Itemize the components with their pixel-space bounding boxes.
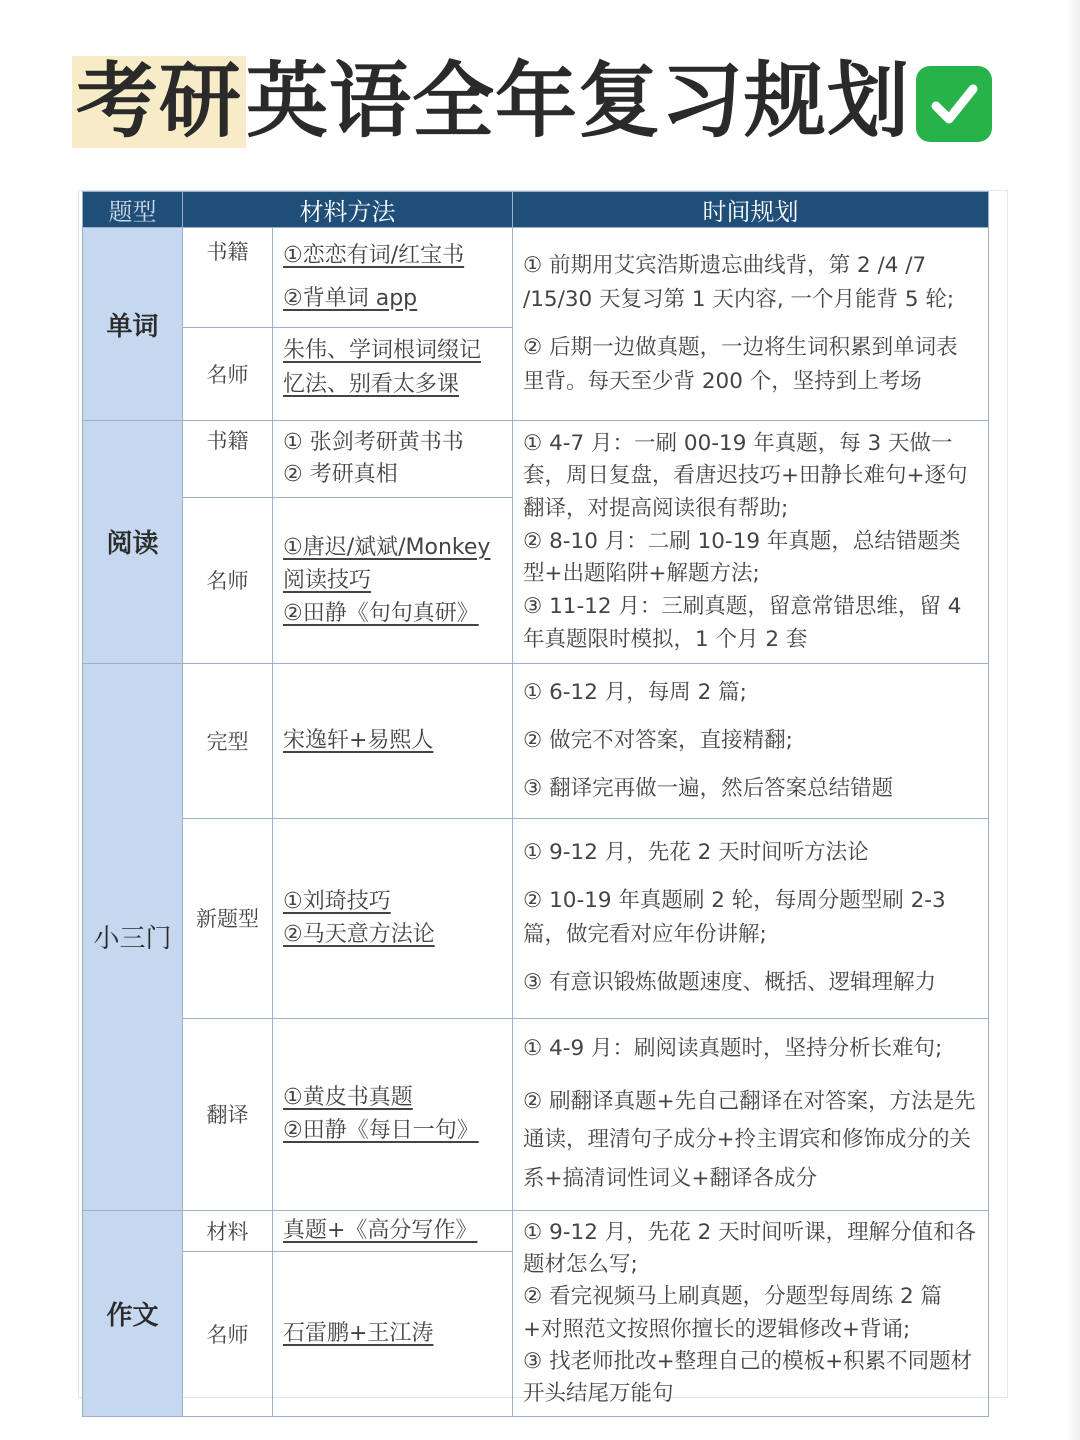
reading-teacher-line: ①唐迟/斌斌/Monkey — [283, 534, 491, 560]
title-part1: 考研 — [76, 54, 243, 149]
plan-item: ③ 11-12 月：三刷真题，留意常错思维，留 4 年真题限时模拟，1 个月 2 套 — [523, 593, 962, 652]
cloze-label: 完型 — [183, 663, 273, 818]
vocab-books-label: 书籍 — [183, 228, 273, 328]
newtype-plan — [513, 818, 989, 1018]
vocab-plan — [513, 228, 989, 421]
writing-material-text: 真题+《高分写作》 — [283, 1217, 478, 1243]
category-vocab: 单词 — [83, 228, 183, 421]
writing-teacher — [273, 1251, 513, 1417]
page-edge — [1066, 0, 1080, 1440]
header-plan: 时间规划 — [513, 192, 989, 228]
newtype-label: 新题型 — [183, 818, 273, 1018]
category-reading: 阅读 — [83, 421, 183, 664]
reading-book-item: ① 张剑考研黄书书 — [283, 430, 464, 455]
plan-item: ② 做完不对答案，直接精翻; — [523, 727, 793, 753]
page-title — [72, 52, 992, 152]
vocab-books — [273, 228, 513, 328]
plan-item: ① 4-9 月：刷阅读真题时，坚持分析长难句; — [523, 1035, 943, 1061]
plan-item: ① 4-7 月：一刷 00-19 年真题，每 3 天做一套，周日复盘，看唐迟技巧+田静长难句+逐句翻译，对提高阅读很有帮助; — [523, 430, 968, 521]
reading-book-item: ② 考研真相 — [283, 461, 398, 487]
category-writing: 作文 — [83, 1210, 183, 1417]
title-part2: 英语全年复习规划 — [246, 54, 911, 149]
plan-item: ② 8-10 月：二刷 10-19 年真题，总结错题类型+出题陷阱+解题方法; — [523, 528, 961, 587]
cloze-material — [273, 663, 513, 818]
table-row — [83, 228, 989, 328]
reading-books — [273, 421, 513, 498]
newtype-materials — [273, 818, 513, 1018]
plan-item: ③ 翻译完再做一遍，然后答案总结错题 — [523, 775, 894, 801]
header-type: 题型 — [83, 192, 183, 228]
writing-teacher-label: 名师 — [183, 1251, 273, 1417]
cloze-plan — [513, 663, 989, 818]
vocab-book-item: ①恋恋有词/红宝书 — [283, 243, 465, 269]
plan-item: ① 9-12 月，先花 2 天时间听课，理解分值和各题材怎么写; — [523, 1219, 977, 1278]
translation-materials — [273, 1018, 513, 1210]
reading-books-label: 书籍 — [183, 421, 273, 498]
plan-item: ② 看完视频马上刷真题，分题型每周练 2 篇+对照范文按照你擅长的逻辑修改+背诵; — [523, 1284, 942, 1342]
table-row — [83, 1210, 989, 1251]
vocab-teacher — [273, 328, 513, 421]
table-header-row — [83, 192, 989, 228]
reading-plan — [513, 421, 989, 664]
plan-table — [82, 191, 989, 1417]
category-minor: 小三门 — [83, 663, 183, 1210]
plan-item: ③ 找老师批改+整理自己的模板+积累不同题材开头结尾万能句 — [523, 1348, 973, 1407]
table-row — [83, 663, 989, 818]
vocab-teacher-line: 朱伟、学词根词缀记 — [283, 338, 482, 363]
table-row — [83, 818, 989, 1018]
writing-material-label: 材料 — [183, 1210, 273, 1251]
translation-plan — [513, 1018, 989, 1210]
newtype-material-item: ②马天意方法论 — [283, 922, 435, 948]
plan-table-frame — [78, 190, 1008, 1407]
plan-item: ③ 有意识锻炼做题速度、概括、逻辑理解力 — [523, 970, 937, 996]
vocab-teacher-label: 名师 — [183, 328, 273, 421]
title-highlight — [72, 56, 246, 148]
vocab-book-item: ②背单词 app — [283, 285, 418, 311]
plan-item: ① 9-12 月，先花 2 天时间听方法论 — [523, 840, 869, 866]
writing-material — [273, 1210, 513, 1251]
table-row — [83, 421, 989, 498]
reading-teacher-label: 名师 — [183, 497, 273, 663]
writing-plan — [513, 1210, 989, 1417]
reading-teacher — [273, 497, 513, 663]
translation-material-item: ①黄皮书真题 — [283, 1085, 413, 1111]
reading-teacher-line: ②田静《句句真研》 — [283, 600, 479, 626]
table-row — [83, 1018, 989, 1210]
translation-label: 翻译 — [183, 1018, 273, 1210]
plan-item: ① 6-12 月，每周 2 篇; — [523, 679, 747, 705]
translation-material-item: ②田静《每日一句》 — [283, 1118, 479, 1144]
header-material: 材料方法 — [183, 192, 513, 228]
plan-item: ② 10-19 年真题刷 2 轮，每周分题型刷 2-3 篇，做完看对应年份讲解; — [523, 888, 946, 948]
vocab-teacher-line: 忆法、别看太多课 — [283, 372, 460, 398]
cloze-material-text: 宋逸轩+易熙人 — [283, 727, 434, 753]
plan-item: ② 刷翻译真题+先自己翻译在对答案，方法是先通读，理清句子成分+拎主谓宾和修饰成分的关系+搞清词性词义+翻译各成分 — [523, 1088, 976, 1191]
reading-teacher-line: 阅读技巧 — [283, 567, 372, 593]
plan-item: ② 后期一边做真题，一边将生词积累到单词表里背。每天至少背 200 个，坚持到上考场 — [523, 335, 958, 394]
newtype-material-item: ①刘琦技巧 — [283, 889, 391, 915]
writing-teacher-text: 石雷鹏+王江涛 — [283, 1320, 434, 1346]
check-mark-button-icon — [916, 66, 992, 142]
plan-item: ① 前期用艾宾浩斯遗忘曲线背，第 2 /4 /7 /15/30 天复习第 1 天内容, 一个月能背 5 轮; — [523, 253, 955, 313]
